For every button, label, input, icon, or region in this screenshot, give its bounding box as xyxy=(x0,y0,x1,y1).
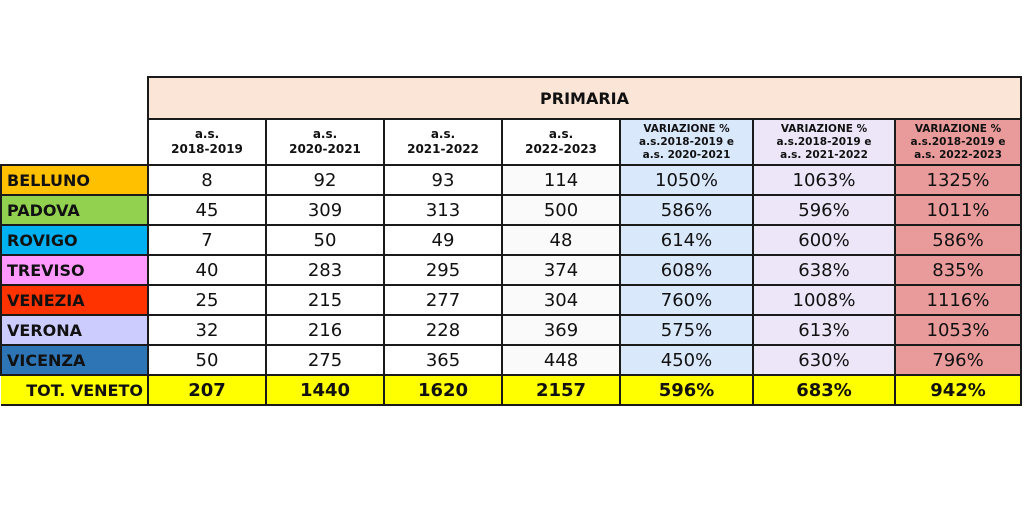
header-variation-2022-2023: VARIAZIONE % a.s.2018-2019 e a.s. 2022-2023 xyxy=(895,119,1021,165)
province-label: ROVIGO xyxy=(1,225,148,255)
cell-2021-2022: 313 xyxy=(384,195,502,225)
cell-2020-2021: 283 xyxy=(266,255,384,285)
cell-2020-2021: 92 xyxy=(266,165,384,195)
corner-blank-2 xyxy=(1,119,148,165)
province-label: VICENZA xyxy=(1,345,148,375)
table-row xyxy=(1,345,1021,375)
cell-var-2021-2022: 613% xyxy=(753,315,895,345)
table-container xyxy=(0,76,1022,406)
cell-2020-2021: 50 xyxy=(266,225,384,255)
cell-var-2020-2021: 608% xyxy=(620,255,753,285)
cell-2020-2021: 215 xyxy=(266,285,384,315)
table-row xyxy=(1,195,1021,225)
header-year-2021-2022: a.s. 2021-2022 xyxy=(384,119,502,165)
table-row xyxy=(1,225,1021,255)
cell-var-2022-2023: 1011% xyxy=(895,195,1021,225)
cell-2021-2022: 228 xyxy=(384,315,502,345)
cell-var-2022-2023: 1325% xyxy=(895,165,1021,195)
header-year-2020-2021: a.s. 2020-2021 xyxy=(266,119,384,165)
province-label: VERONA xyxy=(1,315,148,345)
cell-var-2020-2021: 1050% xyxy=(620,165,753,195)
cell-var-2022-2023: 835% xyxy=(895,255,1021,285)
cell-var-2021-2022: 638% xyxy=(753,255,895,285)
cell-2018-2019: 50 xyxy=(148,345,266,375)
total-cell-var-2022-2023: 942% xyxy=(895,375,1021,405)
table-row xyxy=(1,165,1021,195)
cell-2022-2023: 374 xyxy=(502,255,620,285)
cell-2020-2021: 275 xyxy=(266,345,384,375)
total-row xyxy=(1,375,1021,405)
cell-2022-2023: 369 xyxy=(502,315,620,345)
cell-2018-2019: 32 xyxy=(148,315,266,345)
cell-2020-2021: 309 xyxy=(266,195,384,225)
cell-2021-2022: 365 xyxy=(384,345,502,375)
total-cell-2020-2021: 1440 xyxy=(266,375,384,405)
cell-2022-2023: 48 xyxy=(502,225,620,255)
cell-2021-2022: 49 xyxy=(384,225,502,255)
cell-2018-2019: 25 xyxy=(148,285,266,315)
province-label: TREVISO xyxy=(1,255,148,285)
header-variation-2020-2021: VARIAZIONE % a.s.2018-2019 e a.s. 2020-2021 xyxy=(620,119,753,165)
cell-2018-2019: 45 xyxy=(148,195,266,225)
total-cell-var-2021-2022: 683% xyxy=(753,375,895,405)
province-label: BELLUNO xyxy=(1,165,148,195)
cell-2022-2023: 500 xyxy=(502,195,620,225)
cell-var-2021-2022: 600% xyxy=(753,225,895,255)
cell-2022-2023: 304 xyxy=(502,285,620,315)
total-cell-var-2020-2021: 596% xyxy=(620,375,753,405)
total-cell-2022-2023: 2157 xyxy=(502,375,620,405)
cell-var-2022-2023: 1116% xyxy=(895,285,1021,315)
cell-2018-2019: 7 xyxy=(148,225,266,255)
cell-2022-2023: 114 xyxy=(502,165,620,195)
province-label: VENEZIA xyxy=(1,285,148,315)
header-year-2018-2019: a.s. 2018-2019 xyxy=(148,119,266,165)
table-row xyxy=(1,315,1021,345)
title-row xyxy=(1,77,1021,119)
header-year-2022-2023: a.s. 2022-2023 xyxy=(502,119,620,165)
cell-var-2022-2023: 586% xyxy=(895,225,1021,255)
cell-var-2020-2021: 450% xyxy=(620,345,753,375)
cell-var-2021-2022: 1063% xyxy=(753,165,895,195)
province-label: PADOVA xyxy=(1,195,148,225)
cell-var-2020-2021: 586% xyxy=(620,195,753,225)
primaria-table xyxy=(0,76,1022,406)
total-label: TOT. VENETO xyxy=(1,375,148,405)
cell-2020-2021: 216 xyxy=(266,315,384,345)
cell-2021-2022: 295 xyxy=(384,255,502,285)
header-variation-2021-2022: VARIAZIONE % a.s.2018-2019 e a.s. 2021-2022 xyxy=(753,119,895,165)
cell-var-2022-2023: 796% xyxy=(895,345,1021,375)
cell-2021-2022: 93 xyxy=(384,165,502,195)
cell-2018-2019: 8 xyxy=(148,165,266,195)
header-row xyxy=(1,119,1021,165)
total-cell-2018-2019: 207 xyxy=(148,375,266,405)
corner-blank xyxy=(1,77,148,119)
cell-2018-2019: 40 xyxy=(148,255,266,285)
cell-var-2021-2022: 1008% xyxy=(753,285,895,315)
cell-var-2022-2023: 1053% xyxy=(895,315,1021,345)
cell-var-2020-2021: 760% xyxy=(620,285,753,315)
cell-var-2020-2021: 575% xyxy=(620,315,753,345)
cell-var-2021-2022: 630% xyxy=(753,345,895,375)
total-cell-2021-2022: 1620 xyxy=(384,375,502,405)
cell-2022-2023: 448 xyxy=(502,345,620,375)
table-row xyxy=(1,255,1021,285)
cell-2021-2022: 277 xyxy=(384,285,502,315)
table-title: PRIMARIA xyxy=(148,77,1021,119)
cell-var-2020-2021: 614% xyxy=(620,225,753,255)
table-row xyxy=(1,285,1021,315)
cell-var-2021-2022: 596% xyxy=(753,195,895,225)
